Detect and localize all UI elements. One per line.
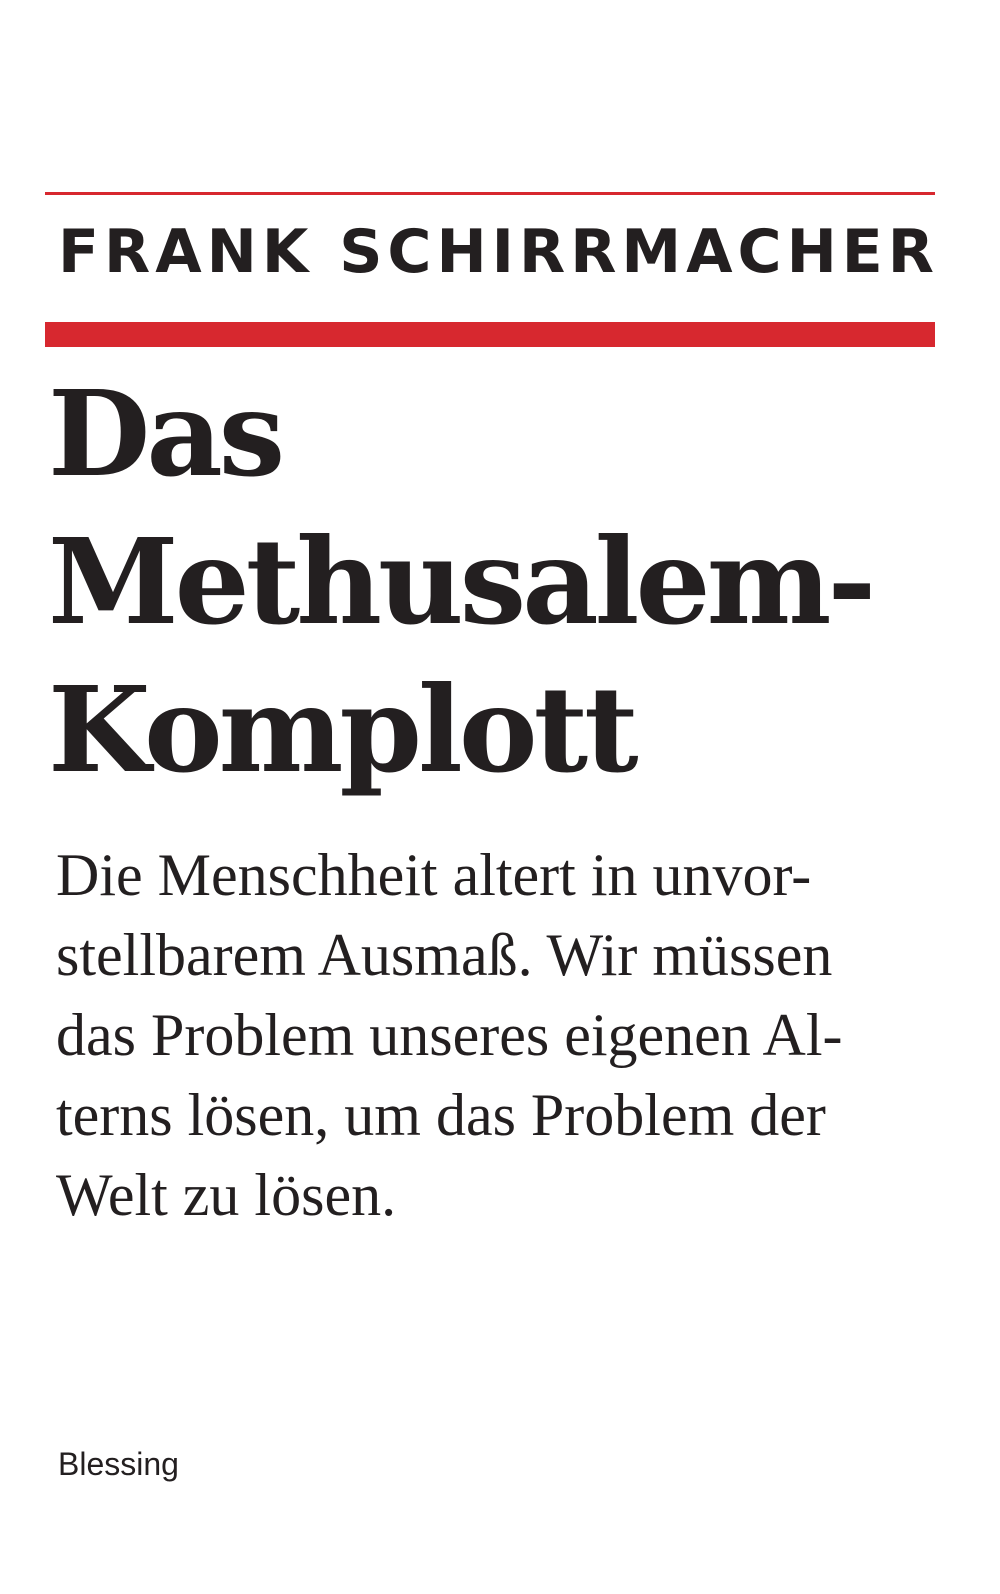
thick-red-rule	[45, 322, 935, 347]
book-title	[48, 360, 948, 804]
title-line-1: Das	[48, 364, 282, 503]
title-line-2: Methusalem-	[48, 512, 873, 651]
subtitle-line-2: stellbarem Ausmaß. Wir müssen	[56, 922, 833, 988]
top-thin-red-rule	[45, 192, 935, 195]
title-line-3: Komplott	[48, 660, 635, 799]
subtitle-line-3: das Problem unseres eigenen Al-	[56, 1002, 843, 1068]
subtitle-line-5: Welt zu lösen.	[56, 1162, 397, 1228]
book-subtitle	[56, 835, 956, 1235]
subtitle-line-1: Die Menschheit altert in unvor-	[56, 842, 812, 908]
author-name: FRANK SCHIRRMACHER	[58, 217, 939, 287]
subtitle-line-4: terns lösen, um das Problem der	[56, 1082, 826, 1148]
publisher-name: Blessing	[58, 1446, 179, 1482]
